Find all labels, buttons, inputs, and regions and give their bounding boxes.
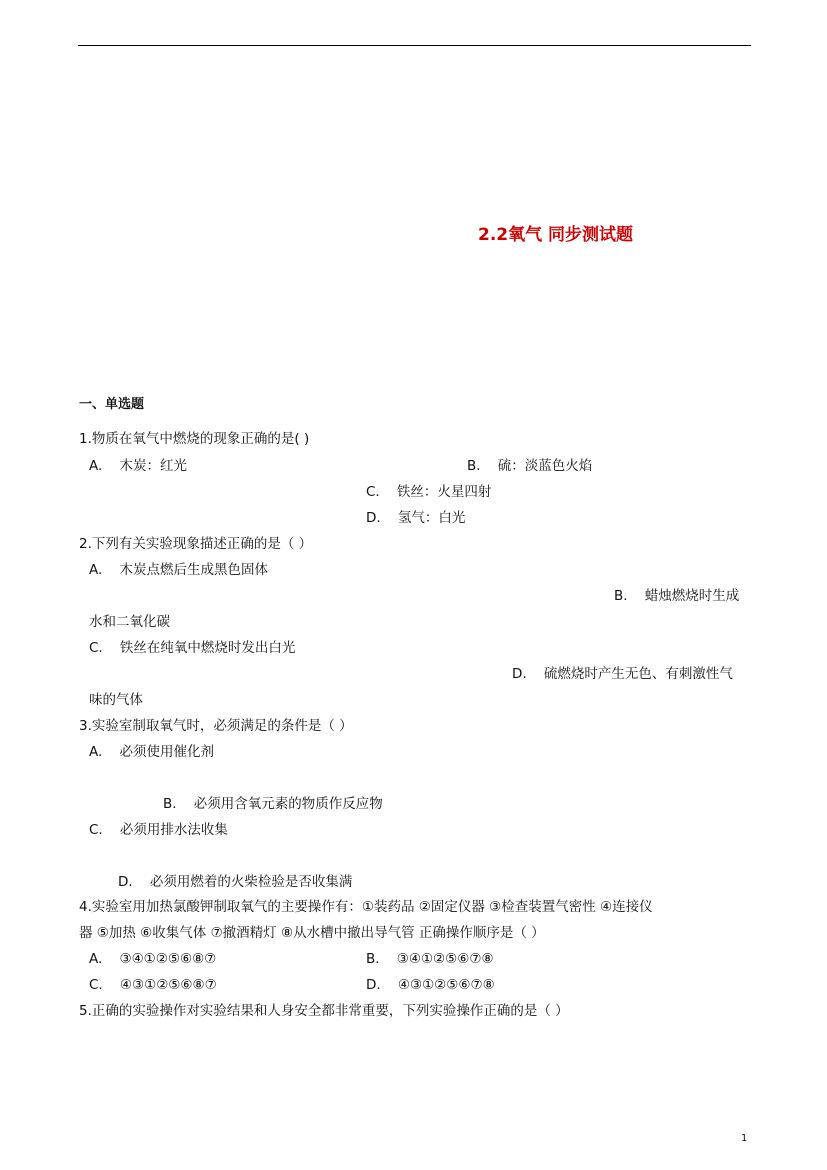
option-text: 氢气：白光 — [397, 510, 466, 526]
option-text: 铁丝在纯氧中燃烧时发出白光 — [119, 640, 296, 656]
question-1-stem: 1.物质在氧气中燃烧的现象正确的是( ) — [79, 431, 310, 447]
question-4-stem-line2: 器 ⑤加热 ⑥收集气体 ⑦撤酒精灯 ⑧从水槽中撤出导气管 正确操作顺序是（ ） — [79, 925, 545, 941]
q2-option-b-continuation: 水和二氧化碳 — [89, 614, 170, 630]
q4-option-d — [366, 976, 495, 994]
option-letter: D. — [118, 874, 133, 890]
document-title: 2.2氧气 同步测试题 — [478, 225, 634, 245]
option-text: 硫：淡蓝色火焰 — [497, 458, 593, 474]
option-letter: A. — [89, 458, 103, 474]
option-text: 硫燃烧时产生无色、有刺激性气 — [543, 666, 733, 682]
q4-option-b — [366, 950, 494, 968]
header-rule — [78, 45, 751, 46]
option-text: ④③①②⑤⑥⑦⑧ — [397, 977, 495, 993]
q2-option-d — [512, 665, 733, 683]
q2-option-b — [614, 587, 739, 605]
q2-option-c — [89, 639, 295, 657]
option-letter: C. — [366, 484, 380, 500]
question-5-stem: 5.正确的实验操作对实验结果和人身安全都非常重要，下列实验操作正确的是（ ） — [79, 1003, 569, 1019]
option-text: ③④①②⑤⑥⑧⑦ — [119, 951, 217, 967]
option-letter: C. — [89, 977, 103, 993]
option-text: 必须用排水法收集 — [119, 822, 228, 838]
option-letter: B. — [614, 588, 628, 604]
q1-option-b — [467, 457, 592, 475]
option-letter: C. — [89, 822, 103, 838]
option-text: 铁丝：火星四射 — [396, 484, 492, 500]
page-number: 1 — [741, 1133, 748, 1144]
option-letter: A. — [89, 562, 103, 578]
option-letter: D. — [366, 510, 381, 526]
option-text: 必须用燃着的火柴检验是否收集满 — [149, 874, 353, 890]
option-letter: B. — [163, 796, 177, 812]
q1-option-c — [366, 483, 491, 501]
q1-option-d — [366, 509, 465, 527]
option-letter: B. — [366, 951, 380, 967]
q3-option-d — [118, 873, 352, 891]
option-letter: A. — [89, 744, 103, 760]
q3-option-c — [89, 821, 228, 839]
option-letter: D. — [366, 977, 381, 993]
option-letter: C. — [89, 640, 103, 656]
option-text: 必须使用催化剂 — [119, 744, 214, 760]
q1-option-a — [89, 457, 187, 475]
option-text: 必须用含氧元素的物质作反应物 — [193, 796, 383, 812]
option-text: 木炭点燃后生成黑色固体 — [119, 562, 268, 578]
q3-option-a — [89, 743, 214, 761]
question-2-stem: 2.下列有关实验现象描述正确的是（ ） — [79, 536, 313, 552]
option-letter: B. — [467, 458, 481, 474]
option-text: ③④①②⑤⑥⑦⑧ — [396, 951, 494, 967]
option-letter: A. — [89, 951, 103, 967]
q3-option-b — [163, 795, 383, 813]
q2-option-d-continuation: 味的气体 — [89, 692, 143, 708]
option-text: 木炭：红光 — [119, 458, 187, 474]
q2-option-a — [89, 561, 268, 579]
question-4-stem: 4.实验室用加热氯酸钾制取氧气的主要操作有：①装药品 ②固定仪器 ③检查装置气密性 ④连接仪 — [79, 899, 653, 915]
option-letter: D. — [512, 666, 527, 682]
section-heading: 一、单选题 — [79, 397, 145, 412]
q4-option-c — [89, 976, 217, 994]
question-3-stem: 3.实验室制取氧气时，必须满足的条件是（ ） — [79, 718, 353, 734]
option-text: ④③①②⑤⑥⑧⑦ — [119, 977, 217, 993]
option-text: 蜡烛燃烧时生成 — [644, 588, 740, 604]
q4-option-a — [89, 950, 216, 968]
